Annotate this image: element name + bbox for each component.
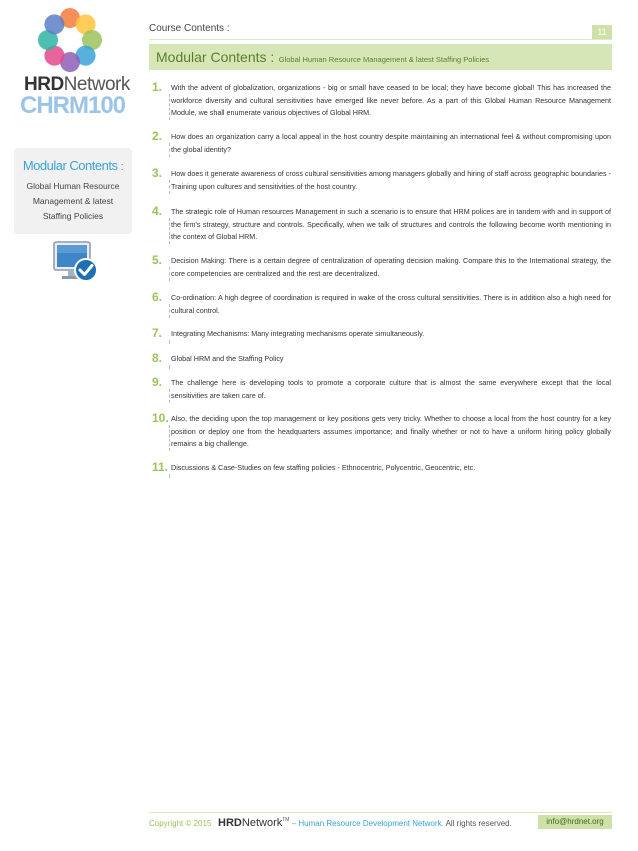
item-text: How does it generate awareness of cross cultural sensitivities among managers globally and hiring of staff across geographic boundaries - Training upon cultures and sensitivities of the host country. <box>171 169 611 191</box>
item-rule <box>169 425 170 451</box>
item-rule <box>169 474 170 478</box>
logo-center <box>59 29 81 51</box>
item-text: Also, the deciding upon the top management or key positions gets very tricky. Whether to choose a local from the host country for a key position or deploy one from the headquarters assumes importance; and finally whether or not to have a uniform hiring policy globally remains a big challenge. <box>171 414 611 448</box>
footer-logo: HRDNetwork <box>218 817 283 829</box>
sidebar-module-box <box>14 148 132 234</box>
footer-description: – Human Resource Development Network. <box>291 819 444 828</box>
item-rule <box>169 304 170 318</box>
sidebar-title-suffix: : <box>120 161 124 173</box>
logo-sub-brand: CHRM100 <box>20 92 126 119</box>
sidebar-title <box>14 158 132 173</box>
sidebar-text: Global Human Resource Management & latest Staffing Policies <box>26 181 120 221</box>
item-text: Decision Making: There is a certain degree of centralization of operating decision making. Compare this to the International strategy, the core competencies are centralized and the rest are decentralized. <box>171 256 611 278</box>
footer-email-link[interactable]: info@hrdnet.org <box>538 815 612 829</box>
item-text: The challenge here is developing tools to promote a corporate culture that is almost the same everywhere except that the local sensitivities are taken care of. <box>171 378 611 400</box>
footer-rights: All rights reserved. <box>445 819 512 828</box>
logo-circles-icon <box>32 8 108 74</box>
item-text: Global HRM and the Staffing Policy <box>171 354 284 363</box>
item-number: 7. <box>152 326 163 340</box>
item-rule <box>169 389 170 403</box>
item-rule <box>169 94 170 120</box>
item-text: Co-ordination: A high degree of coordination is required in wake of the cross cultural sensitivities. There is in addition also a high need for cultural control. <box>171 293 611 315</box>
item-number: 10. <box>152 411 169 425</box>
item-rule <box>169 365 170 369</box>
item-number: 6. <box>152 290 163 304</box>
item-rule <box>169 180 170 194</box>
item-number: 5. <box>152 253 163 267</box>
item-number: 8. <box>152 351 163 365</box>
logo-dot <box>44 14 64 34</box>
item-rule <box>169 340 170 344</box>
item-text: With the advent of globalization, organizations - big or small have ceased to be local; they have become global! This has increased the workforce diversity and cultural sensitivities have emerged like never before. As a part of this Global Human Resource Management Module, we shall enumerate various objectives of Global HRM. <box>171 83 611 117</box>
page-subtitle: Global Human Resource Management & latest Staffing Policies <box>278 55 490 64</box>
header-divider <box>149 39 612 40</box>
item-number: 2. <box>152 129 163 143</box>
footer <box>149 817 512 829</box>
item-number: 3. <box>152 166 163 180</box>
item-text: The strategic role of Human resources Management in such a scenario is to ensure that HRM polices are in tandem with and in support of the firm's strategy, structure and controls. Specifically, when we talk of structures and controls the following become worth mentioning in the context of Global HRM. <box>171 207 611 241</box>
hrd-network-logo <box>12 8 132 119</box>
item-text: How does an organization carry a local appeal in the host country despite maintaining an international feel & without compromising upon the global identity? <box>171 132 611 154</box>
sidebar-title-text: Modular Contents <box>22 158 118 173</box>
item-number: 1. <box>152 80 163 94</box>
monitor-check-icon <box>52 240 100 286</box>
item-rule <box>169 218 170 244</box>
item-text: Integrating Mechanisms: Many integrating mechanisms operate simultaneously. <box>171 329 425 338</box>
page-number: 11 <box>592 25 612 39</box>
logo-brand: HRDNetwork <box>24 74 130 95</box>
item-rule <box>169 267 170 281</box>
item-number: 11. <box>152 460 169 474</box>
item-text: Discussions & Case-Studies on few staffing policies - Ethnocentric, Polycentric, Geocentric, etc. <box>171 463 476 472</box>
footer-copyright: Copyright © 2015 <box>149 819 212 828</box>
title-bar <box>149 44 612 70</box>
course-contents-label: Course Contents : <box>149 23 230 34</box>
footer-tm: TM <box>282 817 290 823</box>
page-title: Modular Contents : <box>156 49 275 65</box>
item-number: 9. <box>152 375 163 389</box>
item-number: 4. <box>152 204 163 218</box>
footer-divider <box>149 812 612 813</box>
item-rule <box>169 143 170 157</box>
